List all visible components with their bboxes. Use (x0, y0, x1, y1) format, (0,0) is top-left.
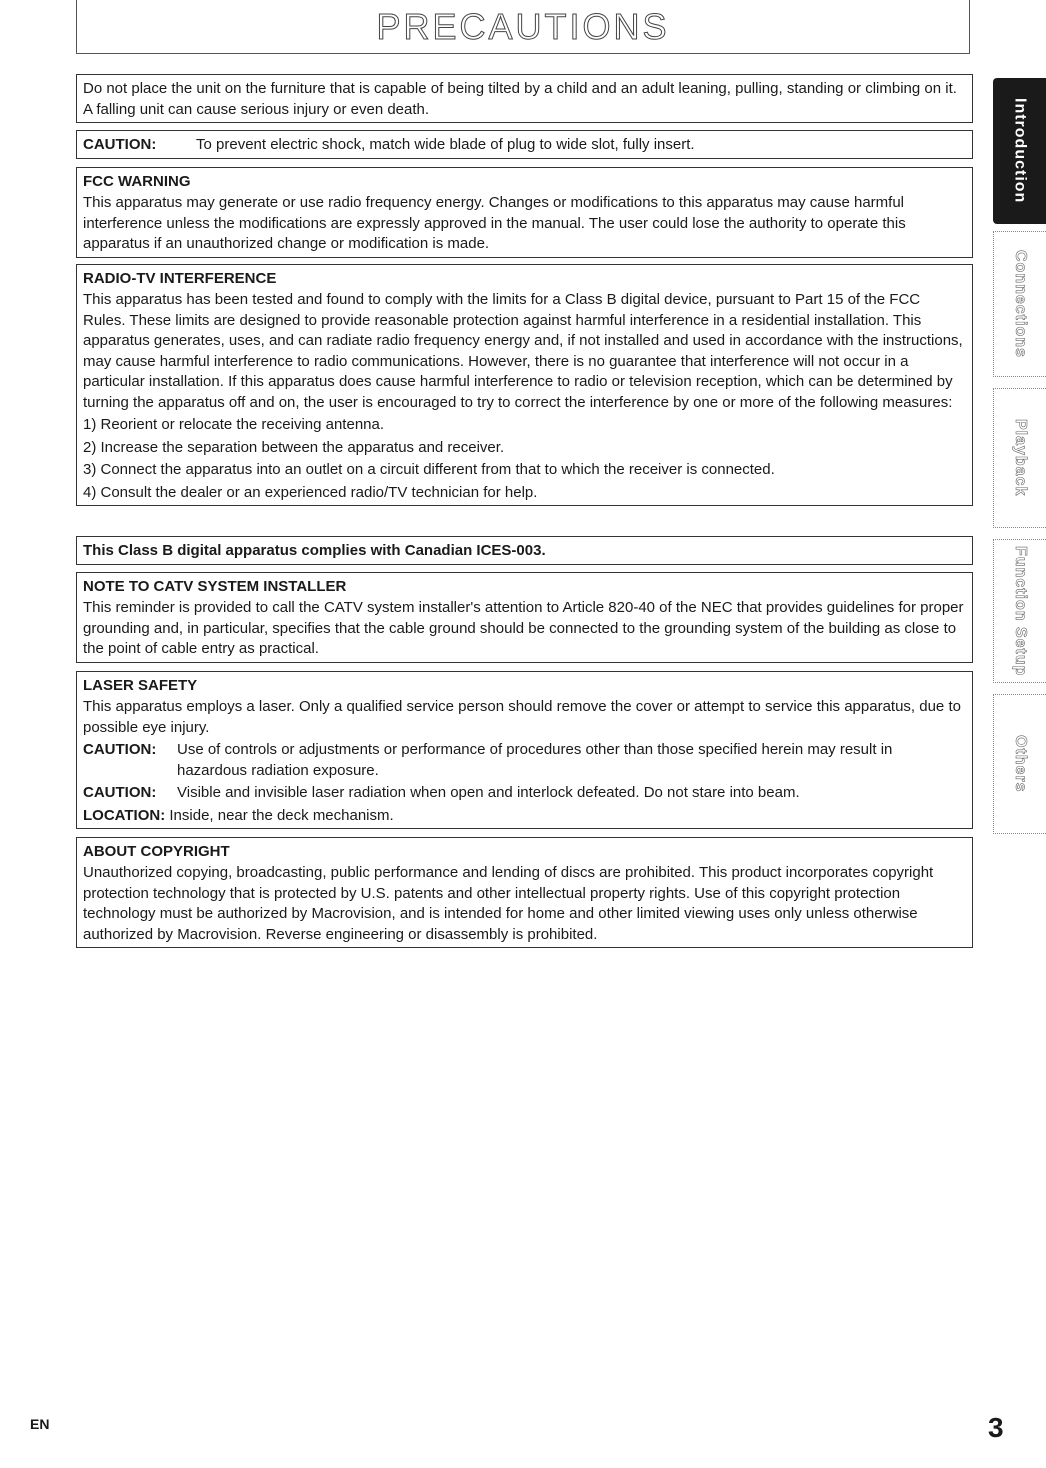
tab-others[interactable] (993, 694, 1046, 834)
copyright-section (76, 837, 973, 948)
measure-item: 1) Reorient or relocate the receiving antenna. (83, 416, 385, 433)
laser-text: This apparatus employs a laser. Only a qualified service person should remove the cover or attempt to service this apparatus, due to possible eye injury. (83, 698, 961, 736)
language-label: EN (30, 1416, 50, 1432)
tipping-warning (76, 74, 973, 123)
measure-item: 3) Connect the apparatus into an outlet on a circuit different from that to which the receiver is connected. (83, 461, 775, 478)
tab-label: Function Setup (1012, 545, 1029, 677)
plug-caution-text: To prevent electric shock, match wide blade of plug to wide slot, fully insert. (196, 136, 695, 153)
catv-text: This reminder is provided to call the CATV system installer's attention to Article 820-40 of the NEC that provides guidelines for proper grounding and, in particular, specifies that the cable ground should be connected to the grounding system of the building as close to the point of cable entry as practical. (83, 599, 964, 657)
page-title-box (76, 0, 970, 54)
canada-compliance (76, 536, 973, 565)
tab-label: Introduction (1011, 98, 1029, 204)
catv-section (76, 572, 973, 663)
measure-item: 2) Increase the separation between the apparatus and receiver. (83, 438, 505, 456)
laser-location-text: Inside, near the deck mechanism. (169, 806, 394, 824)
laser-caution1-text: Use of controls or adjustments or performance of procedures other than those specified herein may result in hazardous radiation exposure. (177, 741, 893, 779)
tab-introduction[interactable] (993, 78, 1046, 224)
copyright-heading: ABOUT COPYRIGHT (83, 843, 230, 860)
plug-caution-label: CAUTION: (83, 136, 157, 153)
laser-safety-section (76, 671, 973, 829)
tab-label: Connections (1012, 250, 1029, 358)
fcc-text: This apparatus may generate or use radio frequency energy. Changes or modifications to this apparatus may cause harmful interference unless the modifications are expressly approved in the manual. The user could lose the authority to operate this apparatus if an unauthorized change or modification is made. (83, 194, 906, 252)
canada-text: This Class B digital apparatus complies with Canadian ICES-003. (83, 542, 546, 559)
radio-tv-text: This apparatus has been tested and found to comply with the limits for a Class B digital device, pursuant to Part 15 of the FCC Rules. These limits are designed to provide reasonable protection against harmful interference in a residential installation. This apparatus generates, uses, and can radiate radio frequency energy and, if not installed and used in accordance with the instructions, may cause harmful interference to radio communications. However, there is no guarantee that interference will not occur in a particular installation. If this apparatus does cause harmful interference to radio or television reception, which can be determined by turning the apparatus off and on, the user is encouraged to try to correct the interference by one or more of the following measures: (83, 291, 963, 411)
measure-item: 4) Consult the dealer or an experienced radio/TV technician for help. (83, 483, 538, 501)
fcc-warning-section (76, 167, 973, 258)
fcc-heading: FCC WARNING (83, 173, 191, 190)
tab-label: Playback (1012, 419, 1029, 497)
radio-tv-heading: RADIO-TV INTERFERENCE (83, 270, 277, 287)
laser-heading: LASER SAFETY (83, 677, 198, 694)
laser-caution1-label: CAUTION: (83, 741, 157, 758)
page-title: PRECAUTIONS (376, 5, 670, 47)
radio-tv-section (76, 264, 973, 506)
tab-playback[interactable] (993, 388, 1046, 528)
tipping-text: Do not place the unit on the furniture that is capable of being tilted by a child and an adult leaning, pulling, standing or climbing on it. A falling unit can cause serious injury or even death. (83, 80, 957, 118)
tab-connections[interactable] (993, 231, 1046, 377)
laser-caution2-text: Visible and invisible laser radiation when open and interlock defeated. Do not stare into beam. (177, 784, 800, 801)
tab-function-setup[interactable] (993, 539, 1046, 683)
page-number: 3 (988, 1412, 1004, 1443)
catv-heading: NOTE TO CATV SYSTEM INSTALLER (83, 578, 347, 595)
laser-location-label: LOCATION: (83, 806, 166, 824)
copyright-text: Unauthorized copying, broadcasting, public performance and lending of discs are prohibited. This product incorporates copyright protection technology that is protected by U.S. patents and other intellectual property rights. Use of this copyright protection technology must be authorized by Macrovision, and is intended for home and other limited viewing uses only unless otherwise authorized by Macrovision. Reverse engineering or disassembly is prohibited. (83, 864, 934, 943)
laser-caution2-label: CAUTION: (83, 784, 157, 801)
tab-label: Others (1012, 735, 1029, 793)
plug-caution (76, 130, 973, 159)
